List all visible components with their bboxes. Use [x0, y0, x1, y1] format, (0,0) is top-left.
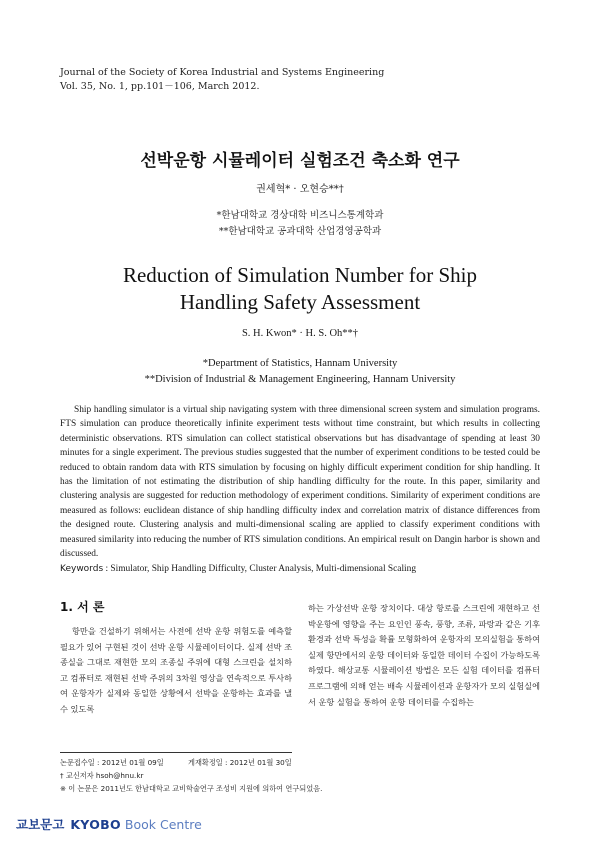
english-title	[0, 262, 600, 316]
logo-subtitle: Book Centre	[124, 817, 202, 832]
korean-authors: 권세혁* · 오현승**†	[256, 184, 344, 195]
keywords-label: Keywords	[60, 564, 104, 574]
korean-affiliation-2: **한남대학교 공과대학 산업경영공학과	[218, 226, 382, 237]
keywords	[60, 564, 416, 574]
logo-english: KYOBO	[70, 817, 121, 832]
footnote-divider	[60, 752, 292, 753]
body-right-column: 하는 가상선박 운항 장치이다. 대상 항로를 스크린에 재현하고 선박운항에 영향을 주는 요인인 풍속, 풍향, 조류, 파랑과 같은 기후 환경과 선박 특성을 확률 모형화하여 운항자의 모의실험을 통하여 실제 항만에서의 운항 데이터와 동일한 데이터 수집이 가능하도록 하였다. 해상교통 시뮬레이션 방법은 모든 실험 데이터를 컴퓨터 프로그램에 의해 얻는 배속 시뮬레이션과 운항자가 모의 실험실에서 운항 실험을 통하여 운항 데이터를 수집하는	[308, 603, 540, 707]
received-date: 논문접수일 : 2012년 01월 09일	[60, 758, 164, 767]
funding-note: ※ 이 논문은 2011년도 한남대학교 교비학술연구 조성비 지원에 의하여 연구되었음.	[60, 784, 323, 793]
korean-affiliation-1: *한남대학교 경상대학 비즈니스통계학과	[216, 210, 384, 221]
abstract: Ship handling simulator is a virtual ship navigating system with three dimensional screen system and simulation programs. FTS simulation can produce theoretically infinite experiment tests without time constraint, but which results in collecting deterministic observations. RTS simulation can collect statistical observations but has disadvantage of spending at least 30 minutes for a single experiment. The previous studies suggested that the number of experiment conditions to be tested could be reduced to obtain random data with RTS simulation by focusing on highly difficult experiment condition for ship handling. It has the limitation of not estimating the distribution of ship handling difficulty for the route. In this paper, similarity and clustering analysis are suggested for reduction methodology of experiment conditions. Similarity of experiment conditions are measured as follows: euclidean distance of ship handling difficulty index and correlation matrix of distance differences from the designed route. Clustering analysis and multi-dimensional scaling are applied to classify experiment conditions with measured similarity into reducing the number of RTS simulation conditions. An empirical result on Dangin harbor is shown and discussed.	[60, 405, 540, 560]
kyobo-logo	[16, 815, 202, 833]
journal-name: Journal of the Society of Korea Industrial and Systems Engineering	[60, 67, 385, 78]
english-title-line-2: Handling Safety Assessment	[179, 290, 421, 314]
logo-korean: 교보문고	[16, 817, 65, 832]
accepted-date: 게재확정일 : 2012년 01월 30일	[188, 758, 292, 767]
english-affiliation-1: *Department of Statistics, Hannam University	[202, 358, 398, 369]
english-affiliation-2: **Division of Industrial & Management Engineering, Hannam University	[144, 374, 456, 385]
keywords-text: : Simulator, Ship Handling Difficulty, Cluster Analysis, Multi-dimensional Scaling	[103, 564, 417, 574]
english-title-line-1: Reduction of Simulation Number for Ship	[122, 263, 478, 287]
korean-title: 선박운항 시뮬레이터 실험조건 축소화 연구	[140, 151, 460, 171]
journal-header	[60, 66, 384, 94]
english-authors: S. H. Kwon* · H. S. Oh**†	[241, 328, 359, 339]
section-heading: 1. 서 론	[60, 600, 105, 614]
journal-volume: Vol. 35, No. 1, pp.101－106, March 2012.	[60, 81, 260, 92]
footnote-dates	[60, 758, 292, 768]
body-left-column: 항만을 건설하기 위해서는 사전에 선박 운항 위험도를 예측할 필요가 있어 구현된 것이 선박 운항 시뮬레이터이다. 실제 선박 조종실을 그대로 재현한 모의 조종실 주위에 대형 스크린을 설치하고 컴퓨터로 재현된 선박 주위의 3차원 영상을 연속적으로 투사하여 운항자가 실제와 동일한 상황에서 선박을 운항하는 효과를 낼 수 있도록	[60, 626, 292, 714]
corresponding-author: † 교신저자 hsoh@hnu.kr	[60, 771, 144, 780]
